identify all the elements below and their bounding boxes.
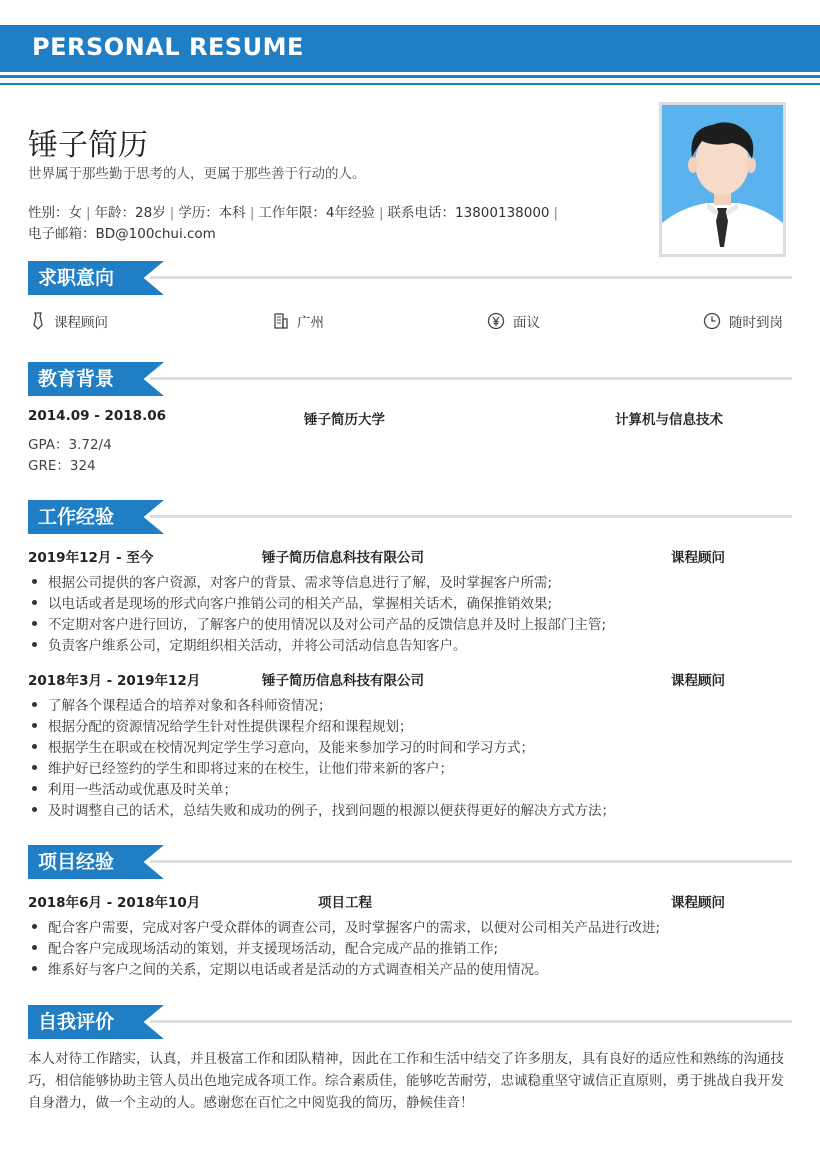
resume-title: PERSONAL RESUME (32, 33, 304, 61)
clock-icon (703, 312, 721, 330)
intent-city-text: 广州 (297, 315, 324, 331)
work-bullet: 负责客户维系公司，定期组织相关活动，并将公司活动信息告知客户。 (32, 634, 467, 654)
avatar-illustration (662, 105, 783, 254)
work-role: 课程顾问 (671, 673, 725, 689)
candidate-name: 锤子简历 (28, 128, 148, 163)
section-title-work: 工作经验 (38, 506, 115, 528)
project-bullet: 配合客户完成现场活动的策划，并支援现场活动，配合完成产品的推销工作; (32, 937, 498, 957)
work-bullet: 根据学生在职或在校情况判定学生学习意向，及能来参加学习的时间和学习方式； (32, 736, 534, 756)
phone: 联系电话：13800138000 (387, 205, 550, 221)
work-role: 课程顾问 (671, 550, 725, 566)
building-icon (273, 312, 289, 330)
motto: 世界属于那些勤于思考的人，更属于那些善于行动的人。 (28, 166, 366, 182)
project-period: 2018年6月 - 2018年10月 (28, 895, 201, 911)
work-bullet: 根据分配的资源情况给学生针对性提供课程介绍和课程规划； (32, 715, 413, 735)
education-period: 2014.09 - 2018.06 (28, 408, 166, 424)
education-major: 计算机与信息技术 (615, 412, 723, 428)
section-title-self-eval: 自我评价 (38, 1011, 115, 1033)
work-bullet: 利用一些活动或优惠及时关单； (32, 778, 237, 798)
header-divider-thin (0, 83, 820, 85)
project-role: 课程顾问 (671, 895, 725, 911)
work-bullet: 不定期对客户进行回访，了解客户的使用情况以及对公司产品的反馈信息并及时上报部门主管; (32, 613, 606, 633)
work-company: 锤子简历信息科技有限公司 (262, 550, 424, 566)
yen-icon (487, 312, 505, 330)
section-divider (150, 860, 792, 863)
work-bullet: 了解各个课程适合的培养对象和各科师资情况； (32, 694, 332, 714)
education-gre: GRE：324 (28, 458, 96, 474)
intent-availability (703, 311, 783, 331)
intent-city (273, 311, 324, 331)
gender: 性别：女 (28, 205, 82, 221)
header-divider (0, 75, 820, 78)
education-school: 锤子简历大学 (304, 412, 385, 428)
profile-photo (659, 102, 786, 257)
self-evaluation-text: 本人对待工作踏实，认真，并且极富工作和团队精神，因此在工作和生活中结交了许多朋友，具有良好的适应性和熟练的沟通技巧，相信能够协助主管人员出色地完成各项工作。综合素质佳，能够吃苦耐劳，忠诚稳重坚守诚信正直原则，勇于挑战自我开发自身潜力，做一个主动的人。感谢您在百忙之中阅览我的简历，静候佳音！ (28, 1051, 784, 1111)
work-company: 锤子简历信息科技有限公司 (262, 673, 424, 689)
work-bullet: 根据公司提供的客户资源，对客户的背景、需求等信息进行了解，及时掌握客户所需; (32, 571, 552, 591)
degree: 学历：本科 (178, 205, 246, 221)
project-bullet: 配合客户需要，完成对客户受众群体的调查公司，及时掌握客户的需求，以便对公司相关产品进行改进; (32, 916, 660, 936)
age: 年龄：28岁 (94, 205, 166, 221)
work-period: 2018年3月 - 2019年12月 (28, 673, 201, 689)
email: 电子邮箱：BD@100chui.com (28, 226, 216, 242)
project-bullet: 维系好与客户之间的关系，定期以电话或者是活动的方式调查相关产品的使用情况。 (32, 958, 548, 978)
work-bullet: 维护好已经签约的学生和即将过来的在校生，让他们带来新的客户； (32, 757, 453, 777)
work-period: 2019年12月 - 至今 (28, 550, 154, 566)
intent-salary-text: 面议 (513, 315, 540, 331)
intent-position-text: 课程顾问 (54, 315, 108, 331)
tie-icon (30, 312, 46, 330)
intent-position (30, 311, 108, 331)
intent-availability-text: 随时到岗 (729, 315, 783, 331)
section-divider (150, 1020, 792, 1023)
section-divider (150, 515, 792, 518)
education-gpa: GPA：3.72/4 (28, 437, 112, 453)
intent-salary (487, 311, 540, 331)
work-bullet: 以电话或者是现场的形式向客户推销公司的相关产品，掌握相关话术，确保推销效果; (32, 592, 552, 612)
section-divider (150, 276, 792, 279)
section-title-education: 教育背景 (38, 368, 115, 390)
project-name: 项目工程 (318, 895, 372, 911)
work-bullet: 及时调整自己的话术，总结失败和成功的例子，找到问题的根源以便获得更好的解决方式方法； (32, 799, 615, 819)
section-divider (150, 377, 792, 380)
work-years: 工作年限：4年经验 (258, 205, 375, 221)
section-title-intent: 求职意向 (38, 267, 115, 289)
section-title-project: 项目经验 (38, 851, 115, 873)
personal-info-line: 性别：女 | 年龄：28岁 | 学历：本科 | 工作年限：4年经验 | 联系电话：13800138000 | (28, 205, 559, 221)
